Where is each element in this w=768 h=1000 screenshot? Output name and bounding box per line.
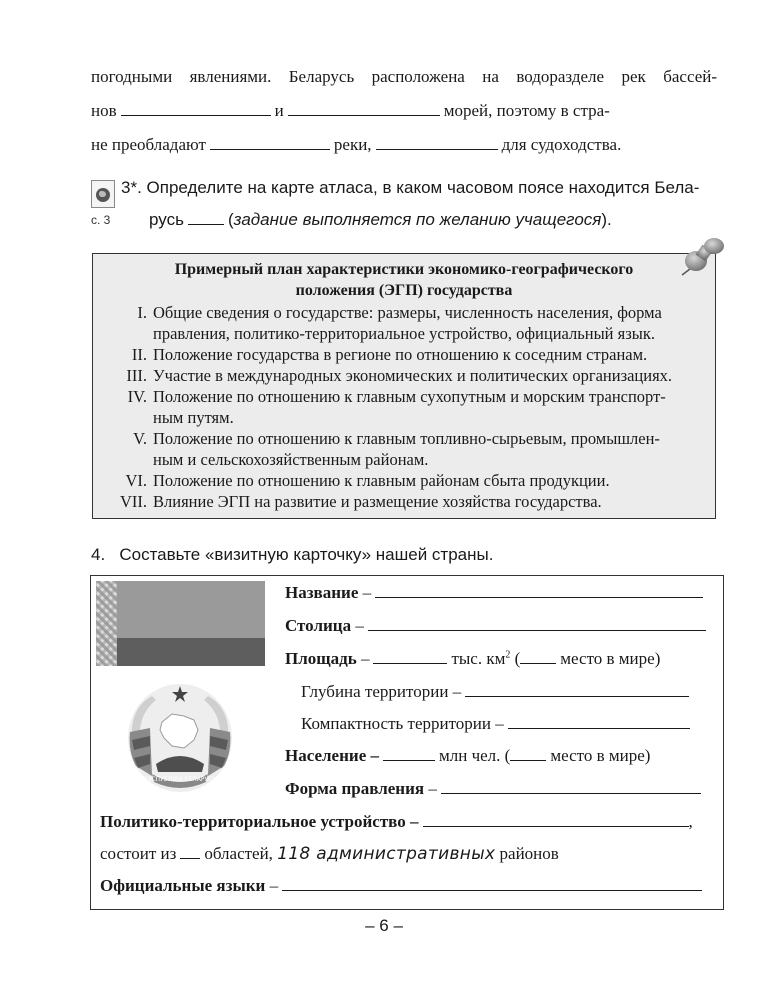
intro-line-2: нов и морей, поэтому в стра- xyxy=(91,101,610,120)
area-rank-input[interactable] xyxy=(520,649,556,664)
population-input[interactable] xyxy=(383,746,435,761)
basin-1-input[interactable] xyxy=(121,101,271,116)
rivers-usage-input[interactable] xyxy=(376,135,498,150)
capital-input[interactable] xyxy=(368,616,706,631)
intro-line-3: не преобладают реки, для судоходства. xyxy=(91,135,622,154)
globe-icon xyxy=(96,188,110,202)
political-structure-input[interactable] xyxy=(423,812,689,827)
task3-line-2: русь (задание выполняется по желанию учащегося). xyxy=(149,210,612,229)
egp-plan-box: Примерный план характеристики экономико-географического положения (ЭГП) государства I. Общие сведения о государстве: размеры, численность населения, форма правления, политико-территориальное устройство, официальный язык. II. Положение государства в регионе по отношению к соседним странам. III. Участие в международных экономических и политических организациях. IV. Положение по отношению к главным сухопутным и морским транспорт- ным путям. V. Положение по отношению к главным топливно-сырьевым, промышлен- ным и сельскохозяйственным районам. VI. Положение по отношению к главным районам сбыта продукции. VII. Влияние ЭГП на развитие и размещение хозяйства государства. xyxy=(92,253,716,519)
depth-input[interactable] xyxy=(465,682,689,697)
atlas-page-ref: с. 3 xyxy=(91,213,111,227)
task3-number: 3*. xyxy=(121,178,142,197)
page-number: – 6 – xyxy=(365,916,403,935)
depth-row: Глубина территории – xyxy=(301,682,693,702)
compactness-input[interactable] xyxy=(508,714,690,729)
languages-row: Официальные языки – xyxy=(100,876,706,896)
flag-bottom-stripe xyxy=(117,638,265,666)
political-structure-row: Политико-территориальное устройство – , xyxy=(100,812,693,831)
flag-top-stripe xyxy=(117,581,265,638)
regions-row: состоит из областей, 118 административных районов xyxy=(100,844,559,864)
population-row: Население – млн чел. ( место в мире) xyxy=(285,746,651,765)
plan-title-line-2: положения (ЭГП) государства xyxy=(295,282,513,299)
pushpin-icon xyxy=(678,237,728,277)
atlas-book-icon xyxy=(91,180,115,208)
government-form-input[interactable] xyxy=(441,779,701,794)
svg-text:РЭСПУБЛІКА БЕЛАРУСЬ: РЭСПУБЛІКА БЕЛАРУСЬ xyxy=(143,776,217,783)
languages-input[interactable] xyxy=(282,876,702,891)
belarus-flag-icon xyxy=(96,581,265,666)
country-name-input[interactable] xyxy=(375,583,703,598)
belarus-emblem-icon xyxy=(122,678,238,794)
time-zone-input[interactable] xyxy=(188,210,224,225)
compactness-row: Компактность территории – xyxy=(301,714,694,734)
task4-number: 4. xyxy=(91,545,106,564)
area-input[interactable] xyxy=(373,649,447,664)
government-form-row: Форма правления – xyxy=(285,779,705,799)
flag-ornament xyxy=(96,581,117,666)
name-row: Название – xyxy=(285,583,707,603)
basin-2-input[interactable] xyxy=(288,101,440,116)
task4-heading: 4. Составьте «визитную карточку» нашей страны. xyxy=(91,545,494,564)
capital-row: Столица – xyxy=(285,616,710,636)
handwritten-answer: 118 административных xyxy=(277,844,496,864)
population-rank-input[interactable] xyxy=(510,746,546,761)
area-row: Площадь – тыс. $км^2$ ( место в мире) xyxy=(285,649,661,668)
task3-line-1: 3*. Определите на карте атласа, в каком часовом поясе находится Бела- xyxy=(121,178,700,197)
intro-line-1: погодными явлениями. Беларусь расположена на водоразделе рек бассей- xyxy=(91,67,717,86)
regions-count-input[interactable] xyxy=(180,844,200,859)
plan-title-line-1: Примерный план характеристики экономико-географического xyxy=(174,261,634,278)
rivers-type-input[interactable] xyxy=(210,135,330,150)
